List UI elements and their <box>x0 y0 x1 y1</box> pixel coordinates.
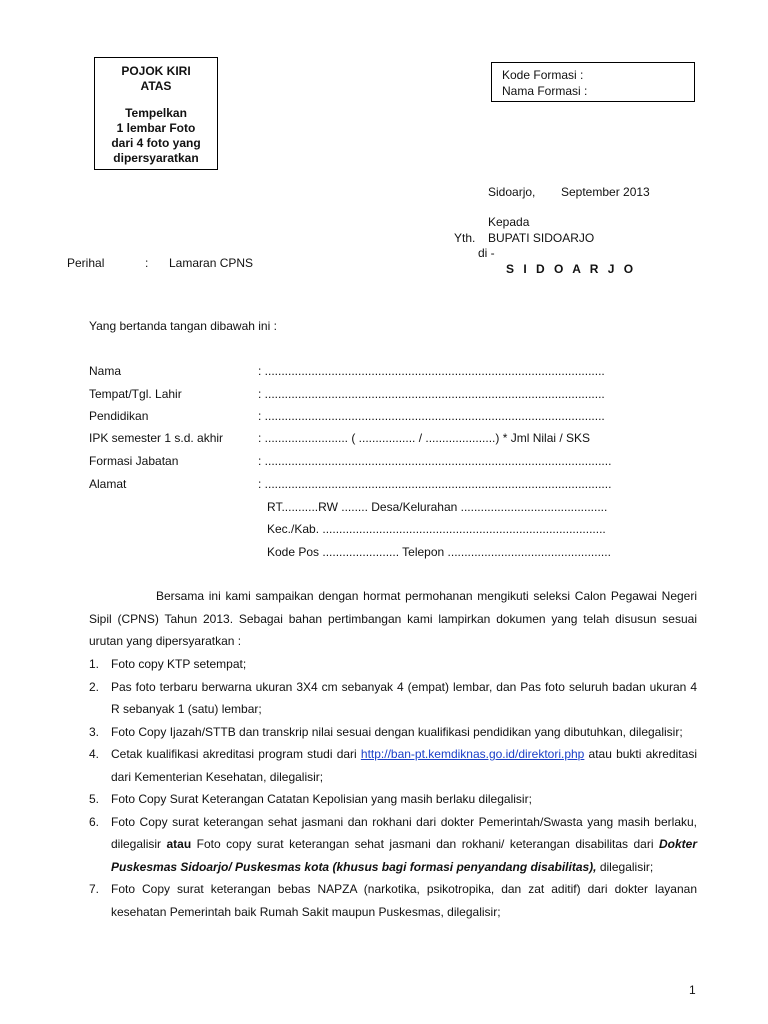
list-text: Pas foto terbaru berwarna ukuran 3X4 cm sebanyak 4 (empat) lembar, dan Pas foto seluruh badan ukuran 4 R sebanyak 1 (satu) lembar; <box>111 679 697 716</box>
field-label: Formasi Jabatan <box>89 454 179 468</box>
recipient-di: di - <box>478 246 495 260</box>
field-label: Tempat/Tgl. Lahir <box>89 387 182 401</box>
field-value: : ...................................................................................................... <box>258 387 605 401</box>
list-item <box>89 743 697 788</box>
list-text-bold: atau <box>166 837 192 851</box>
address-line: Kode Pos ....................... Telepon ................................................. <box>267 545 611 559</box>
list-item <box>89 878 697 923</box>
formasi-box <box>491 62 695 102</box>
recipient-kepada: Kepada <box>488 215 530 229</box>
field-value: : ......................... ( ................. / .....................) * Jml Nilai / SKS <box>258 431 591 445</box>
list-number: 1. <box>89 657 100 671</box>
photo-box-line: POJOK KIRI <box>121 64 191 78</box>
list-number: 5. <box>89 792 100 806</box>
address-line: RT...........RW ........ Desa/Kelurahan ............................................ <box>267 500 608 514</box>
list-item <box>89 721 697 744</box>
address-line: Kec./Kab. ..................................................................................... <box>267 522 606 536</box>
list-number: 3. <box>89 724 100 739</box>
body-paragraph: Bersama ini kami sampaikan dengan hormat permohanan mengikuti seleksi Calon Pegawai Negeri Sipil (CPNS) Tahun 2013. Sebagai bahan pertimbangan kami lampirkan dokumen yang telah disusun sesuai urutan yang dipersyaratkan : <box>89 589 697 648</box>
list-text: Foto copy KTP setempat; <box>111 657 247 671</box>
recipient-city: S I D O A R J O <box>506 262 637 276</box>
list-item <box>89 788 697 811</box>
perihal-label: Perihal <box>67 256 105 270</box>
list-number: 2. <box>89 679 100 694</box>
list-text: Foto Copy Surat Keterangan Catatan Kepolisian yang masih berlaku dilegalisir; <box>111 792 532 806</box>
list-text: Foto Copy surat keterangan bebas NAPZA (narkotika, psikotropika, dan zat aditif) dari dokter layanan kesehatan Pemerintah baik Rumah Sakit maupun Puskesmas, dilegalisir; <box>111 882 697 919</box>
list-number: 7. <box>89 882 100 896</box>
list-text: dilegalisir; <box>599 859 654 874</box>
field-value: : ...................................................................................................... <box>258 364 605 378</box>
field-label: IPK semester 1 s.d. akhir <box>89 431 224 445</box>
list-text: Foto Copy Ijazah/STTB dan transkrip nilai sesuai dengan kualifikasi pendidikan yang dibutuhkan, dilegalisir; <box>111 724 683 739</box>
field-value: : ........................................................................................................ <box>258 454 612 468</box>
field-value: : ...................................................................................................... <box>258 409 605 423</box>
photo-box-line: ATAS <box>140 79 172 93</box>
kode-formasi-label: Kode Formasi : <box>502 68 584 82</box>
photo-box-line: dari 4 foto yang <box>111 136 201 150</box>
date-city: Sidoarjo, <box>488 185 536 199</box>
list-text: Foto copy surat keterangan sehat jasmani dan rokhani/ keterangan disabilitas dari <box>196 837 654 851</box>
field-value: : ........................................................................................................ <box>258 477 612 491</box>
perihal-colon: : <box>145 256 149 270</box>
list-item <box>89 676 697 721</box>
perihal-value: Lamaran CPNS <box>169 256 254 270</box>
photo-box-line: dipersyaratkan <box>113 151 199 165</box>
page-number: 1 <box>689 983 696 997</box>
list-text: Cetak kualifikasi akreditasi program studi dari <box>111 747 357 761</box>
photo-box-line: 1 lembar Foto <box>116 121 196 135</box>
list-text-bold-italic: Dokter Puskesmas Sidoarjo/ Puskesmas kota (khusus bagi formasi penyandang disabilitas), <box>111 837 697 874</box>
list-number: 6. <box>89 814 100 829</box>
field-label: Alamat <box>89 477 127 491</box>
list-item <box>89 653 697 676</box>
date-month-year: September 2013 <box>561 185 650 199</box>
list-text: atau bukti akreditasi dari Kementerian Kesehatan, dilegalisir; <box>111 747 697 784</box>
recipient-name: BUPATI SIDOARJO <box>488 231 595 245</box>
list-item <box>89 811 697 879</box>
recipient-yth: Yth. <box>454 231 476 245</box>
nama-formasi-label: Nama Formasi : <box>502 84 588 98</box>
intro-text: Yang bertanda tangan dibawah ini : <box>89 319 277 333</box>
field-label: Pendidikan <box>89 409 149 423</box>
list-text: Foto Copy surat keterangan sehat jasmani dan rokhani dari dokter Pemerintah/Swasta yang masih berlaku, dilegalisir <box>111 814 697 851</box>
photo-box-line: Tempelkan <box>125 106 187 120</box>
requirements-list <box>89 653 697 923</box>
list-number: 4. <box>89 747 100 761</box>
photo-placeholder-box <box>94 57 218 170</box>
field-label: Nama <box>89 364 122 378</box>
ban-pt-link[interactable]: http://ban-pt.kemdiknas.go.id/direktori.php <box>360 747 585 761</box>
